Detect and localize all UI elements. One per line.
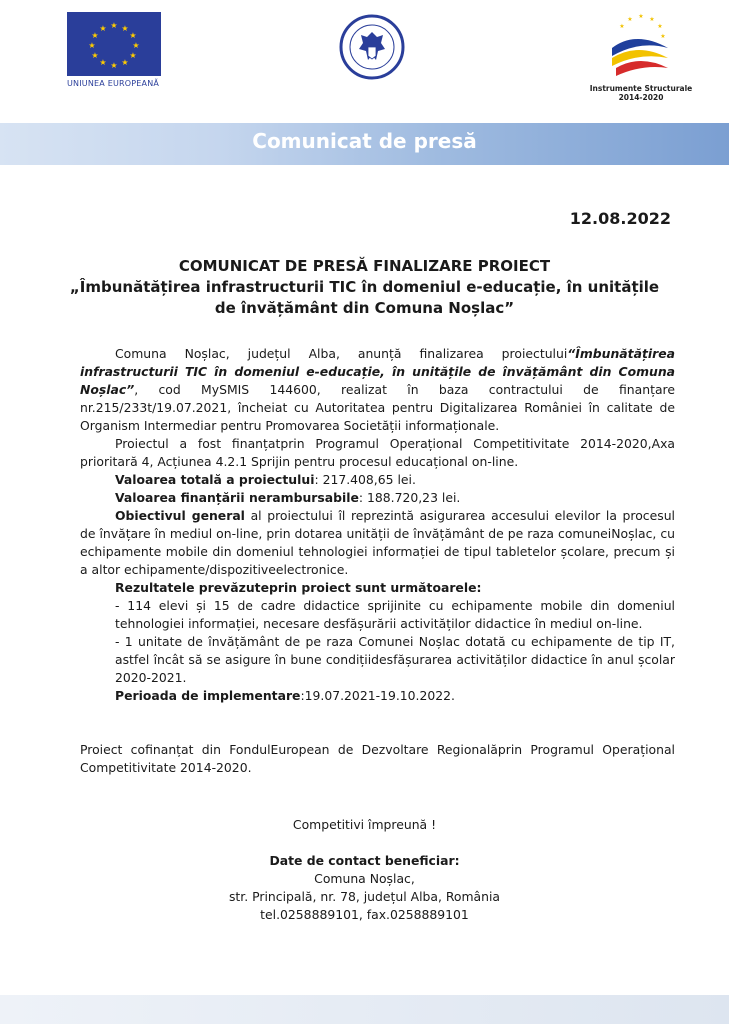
- document-body: [80, 345, 675, 705]
- objective-text: al proiectului îl reprezintă asigurarea accesului elevilor la procesul de învățare în mediul on-line, prin dotarea unității de învățământ de pe raza comuneiNoșlac, cu echipamente mobile din domeniul tehnologiei informației de tipul tabletelor școlare, precum și a altor echipamente/dispozitiveelectronice.: [80, 508, 675, 577]
- objective-label: Obiectivul general: [115, 508, 245, 523]
- contact-phone: tel.0258889101, fax.0258889101: [260, 907, 469, 922]
- eu-flag-logo: [67, 12, 161, 76]
- implementation-period-line: [80, 687, 675, 705]
- svg-text:★: ★: [110, 21, 118, 30]
- svg-text:★: ★: [619, 23, 625, 30]
- svg-text:★: ★: [132, 41, 140, 50]
- contact-name: Comuna Noșlac,: [314, 871, 415, 886]
- svg-text:★: ★: [99, 24, 107, 33]
- results-label: Rezultatele prevăzuteprin proiect sunt următoarele:: [115, 580, 482, 595]
- banner-title: Comunicat de presă: [252, 129, 477, 153]
- release-date: 12.08.2022: [569, 209, 671, 228]
- result-item: - 114 elevi și 15 de cadre didactice sprijinite cu echipamente mobile din domeniul tehnologiei informației, necesare desfășurării activităților didactice în mediul on-line.: [115, 598, 675, 631]
- svg-text:★: ★: [110, 61, 118, 70]
- svg-text:★: ★: [91, 31, 99, 40]
- svg-text:★: ★: [649, 16, 655, 23]
- svg-text:★: ★: [88, 41, 96, 50]
- paragraph-objective: [80, 507, 675, 579]
- project-title: “Îmbunătățirea infrastructurii TIC în domeniul e-educație, în unitățile de învățământ din Comuna Noșlac”: [80, 346, 675, 397]
- footer-band: [0, 995, 729, 1024]
- nonrefundable-value-line: [80, 489, 675, 507]
- contact-address: str. Principală, nr. 78, județul Alba, România: [228, 889, 501, 904]
- structural-instruments-label: [586, 84, 696, 102]
- intro-text: Comuna Noșlac, județul Alba, anunță finalizarea proiectului: [115, 346, 568, 361]
- implementation-period-label: Perioada de implementare: [115, 688, 301, 703]
- total-value-label: Valoarea totală a proiectului: [115, 472, 315, 487]
- slogan: Competitivi împreună !: [292, 817, 437, 832]
- svg-text:★: ★: [660, 33, 666, 40]
- svg-text:★: ★: [121, 24, 129, 33]
- contact-block: [60, 852, 669, 924]
- svg-text:★: ★: [121, 58, 129, 67]
- svg-text:★: ★: [627, 16, 633, 23]
- structural-label-line2: 2014-2020: [618, 93, 664, 102]
- svg-text:★: ★: [657, 23, 663, 30]
- press-release-banner: [0, 123, 729, 165]
- total-value-line: [80, 471, 675, 489]
- structural-label-line1: Instrumente Structurale: [589, 84, 693, 93]
- document-heading: [60, 256, 669, 319]
- result-item: - 1 unitate de învățământ de pe raza Comunei Noșlac dotată cu echipamente de tip IT, astfel încât să se asigure în bune condițiidesfășurarea activităților didactice în anul școlar 2020-2021.: [115, 634, 675, 685]
- svg-text:★: ★: [638, 13, 644, 20]
- nonrefundable-label: Valoarea finanțării nerambursabile: [115, 490, 359, 505]
- svg-text:★: ★: [99, 58, 107, 67]
- cofinancing-note: Proiect cofinanțat din FondulEuropean de Dezvoltare Regionalăprin Programul Operațional Competitivitate 2014-2020.: [80, 742, 675, 775]
- svg-text:★: ★: [91, 51, 99, 60]
- intro-details: , cod MySMIS 144600, realizat în baza contractului de finanțare nr.215/233t/19.07.2021, încheiat cu Autoritatea pentru Digitalizarea României în calitate de Organism Intermediar pentru Promovarea Societății informaționale.: [80, 382, 675, 433]
- contact-title: Date de contact beneficiar:: [269, 853, 460, 868]
- paragraph-intro: [80, 345, 675, 435]
- total-value: : 217.408,65 lei.: [314, 472, 416, 487]
- structural-instruments-logo: [606, 8, 676, 84]
- nonrefundable-value: : 188.720,23 lei.: [358, 490, 461, 505]
- government-seal-logo: [339, 14, 405, 80]
- heading-line1: COMUNICAT DE PRESĂ FINALIZARE PROIECT: [178, 257, 551, 275]
- eu-label: UNIUNEA EUROPEANĂ: [67, 79, 160, 88]
- svg-text:★: ★: [129, 31, 137, 40]
- paragraph-financing: Proiectul a fost finanțatprin Programul Operațional Competitivitate 2014-2020,Axa prioritară 4, Acțiunea 4.2.1 Sprijin pentru procesul educațional on-line.: [80, 436, 675, 469]
- heading-line2: „Îmbunătățirea infrastructurii TIC în domeniul e-educație, în unitățile de învățământ din Comuna Noșlac”: [69, 278, 660, 317]
- svg-text:★: ★: [129, 51, 137, 60]
- implementation-period-value: :19.07.2021-19.10.2022.: [300, 688, 455, 703]
